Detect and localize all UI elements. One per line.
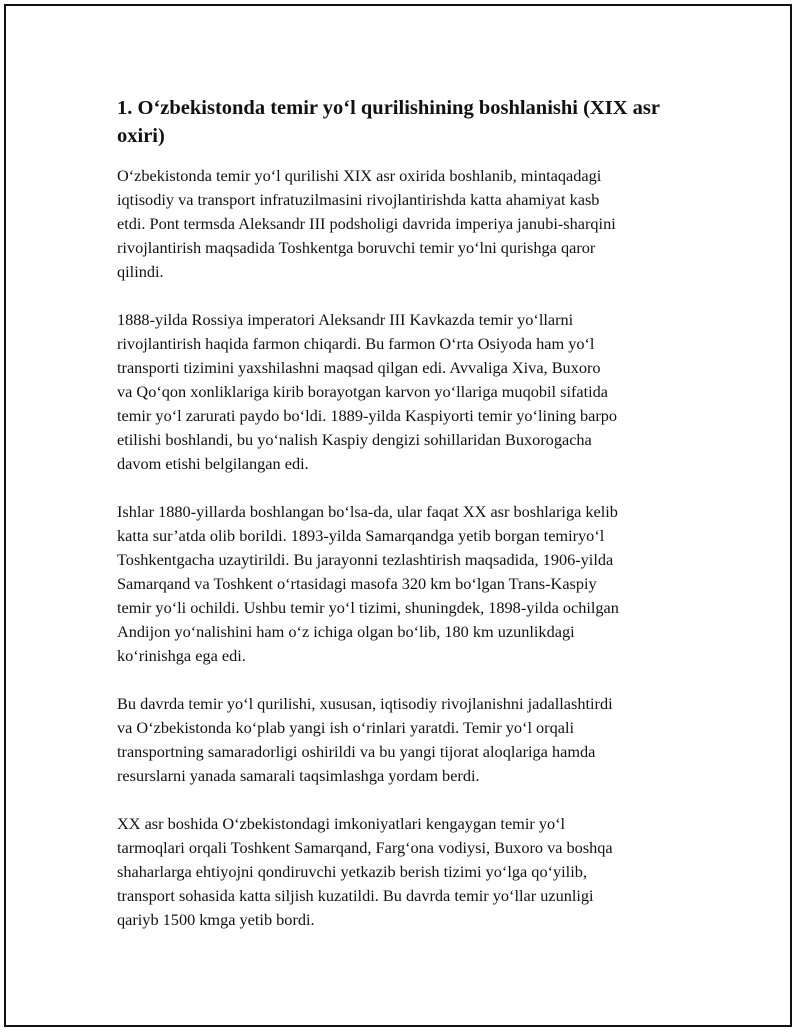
text-line: temir yo‘li ochildi. Ushbu temir yo‘l tizimi, shuningdek, 1898-yilda ochilgan [117, 598, 619, 617]
text-line: etdi. Pont termsda Aleksandr III podsholigi davrida imperiya janubi-sharqini [117, 214, 616, 233]
text-line: shaharlarga ehtiyojni qondiruvchi yetkazib berish tizimi yo‘lga qo‘yilib, [117, 862, 587, 881]
paragraph-2 [117, 308, 692, 476]
text-line: transporti tizimini yaxshilashni maqsad qilgan edi. Avvaliga Xiva, Buxoro [117, 358, 601, 377]
text-line: davom etishi belgilangan edi. [117, 454, 309, 473]
text-line: Toshkentgacha uzaytirildi. Bu jarayonni tezlashtirish maqsadida, 1906-yilda [117, 550, 614, 569]
heading-line: 1. O‘zbekistonda temir yo‘l qurilishining boshlanishi (XIX asr [117, 97, 660, 119]
text-line: 1888-yilda Rossiya imperatori Aleksandr III Kavkazda temir yo‘llarni [117, 310, 574, 329]
paragraph-4 [117, 692, 692, 788]
text-line: XX asr boshida O‘zbekistondagi imkoniyatlari kengaygan temir yo‘l [117, 814, 566, 833]
text-line: katta sur’atda olib borildi. 1893-yilda Samarqandga yetib borgan temiryo‘l [117, 526, 605, 545]
text-line: qariyb 1500 kmga yetib bordi. [117, 910, 315, 929]
text-line: Ishlar 1880-yillarda boshlangan bo‘lsa-da, ular faqat XX asr boshlariga kelib [117, 502, 618, 521]
text-line: Bu davrda temir yo‘l qurilishi, xususan, iqtisodiy rivojlanishni jadallashtirdi [117, 694, 613, 713]
text-line: iqtisodiy va transport infratuzilmasini rivojlantirishda katta ahamiyat kasb [117, 190, 600, 209]
text-line: va O‘zbekistonda ko‘plab yangi ish o‘rinlari yaratdi. Temir yo‘l orqali [117, 718, 575, 737]
paragraph-1 [117, 164, 692, 284]
paragraph-5 [117, 812, 692, 932]
section-heading [117, 94, 692, 150]
paragraph-3 [117, 500, 692, 668]
text-line: transport sohasida katta siljish kuzatildi. Bu davrda temir yo‘llar uzunligi [117, 886, 594, 905]
text-line: transportning samaradorligi oshirildi va bu yangi tijorat aloqlariga hamda [117, 742, 596, 761]
text-line: etilishi boshlandi, bu yo‘nalish Kaspiy dengizi sohillaridan Buxorogacha [117, 430, 592, 449]
text-line: qilindi. [117, 262, 164, 281]
text-line: tarmoqlari orqali Toshkent Samarqand, Farg‘ona vodiysi, Buxoro va boshqa [117, 838, 613, 857]
text-line: Samarqand va Toshkent o‘rtasidagi masofa 320 km bo‘lgan Trans-Kaspiy [117, 574, 597, 593]
text-line: Andijon yo‘nalishini ham o‘z ichiga olgan bo‘lib, 180 km uzunlikdagi [117, 622, 575, 641]
text-line: resurslarni yanada samarali taqsimlashga yordam berdi. [117, 766, 480, 785]
text-line: rivojlantirish maqsadida Toshkentga boruvchi temir yo‘lni qurishga qaror [117, 238, 596, 257]
text-line: ko‘rinishga ega edi. [117, 646, 246, 665]
heading-line: oxiri) [117, 125, 165, 147]
text-line: O‘zbekistonda temir yo‘l qurilishi XIX asr oxirida boshlanib, mintaqadagi [117, 166, 602, 185]
text-line: rivojlantirish haqida farmon chiqardi. Bu farmon O‘rta Osiyoda ham yo‘l [117, 334, 595, 353]
document-body [117, 94, 692, 956]
text-line: temir yo‘l zarurati paydo bo‘ldi. 1889-yilda Kaspiyorti temir yo‘lining barpo [117, 406, 618, 425]
text-line: va Qo‘qon xonliklariga kirib borayotgan karvon yo‘llariga muqobil sifatida [117, 382, 609, 401]
